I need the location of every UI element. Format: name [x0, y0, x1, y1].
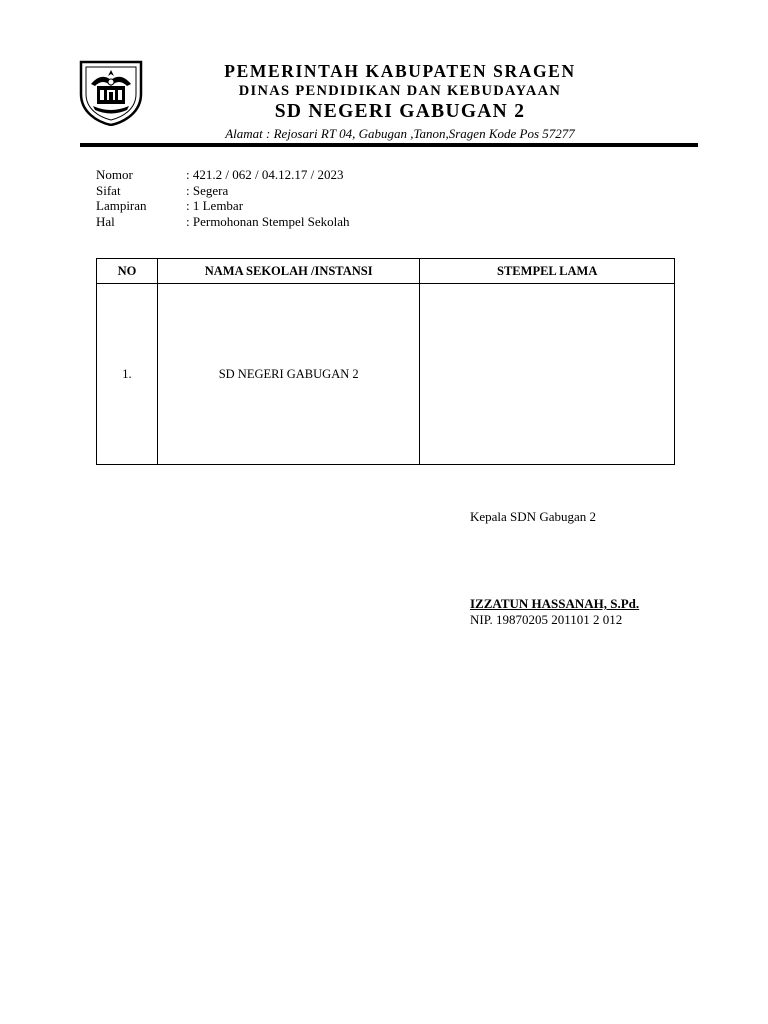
cell-old-stamp [420, 284, 675, 465]
stamp-table [96, 258, 675, 465]
meta-label: Nomor [96, 167, 133, 182]
column-header-no: NO [97, 259, 158, 284]
column-header-stamp: STEMPEL LAMA [420, 259, 675, 284]
signatory-nip: NIP. 19870205 201101 2 012 [470, 612, 623, 627]
regency-emblem [79, 60, 143, 126]
meta-value: : Permohonan Stempel Sekolah [186, 213, 350, 229]
meta-value: : 1 Lembar [186, 198, 244, 213]
meta-row [96, 183, 350, 199]
cell-school-name: SD NEGERI GABUGAN 2 [157, 284, 420, 465]
letterhead-divider [80, 143, 698, 147]
cell-no: 1. [97, 284, 158, 465]
meta-label: Hal [96, 213, 115, 229]
meta-label: Lampiran [96, 198, 147, 213]
meta-label: Sifat [96, 182, 121, 198]
table-header-row [97, 259, 675, 284]
school-name: SD NEGERI GABUGAN 2 [274, 101, 526, 122]
letter-meta [96, 167, 350, 229]
signatory-name: IZZATUN HASSANAH, S.Pd. [470, 596, 640, 611]
meta-row [96, 167, 350, 183]
column-header-name: NAMA SEKOLAH /INSTANSI [157, 259, 420, 284]
meta-row [96, 198, 350, 214]
letterhead [150, 60, 650, 143]
meta-row [96, 214, 350, 230]
signature-block [470, 509, 639, 628]
school-address: Alamat : Rejosari RT 04, Gabugan ,Tanon,Sragen Kode Pos 57277 [225, 126, 575, 141]
meta-value: : 421.2 / 062 / 04.12.17 / 2023 [186, 167, 344, 182]
meta-value: : Segera [186, 182, 229, 198]
signatory-title: Kepala SDN Gabugan 2 [470, 509, 596, 524]
table-row [97, 284, 675, 465]
department-name: DINAS PENDIDIKAN DAN KEBUDAYAAN [238, 83, 562, 99]
government-name: PEMERINTAH KABUPATEN SRAGEN [224, 61, 576, 81]
